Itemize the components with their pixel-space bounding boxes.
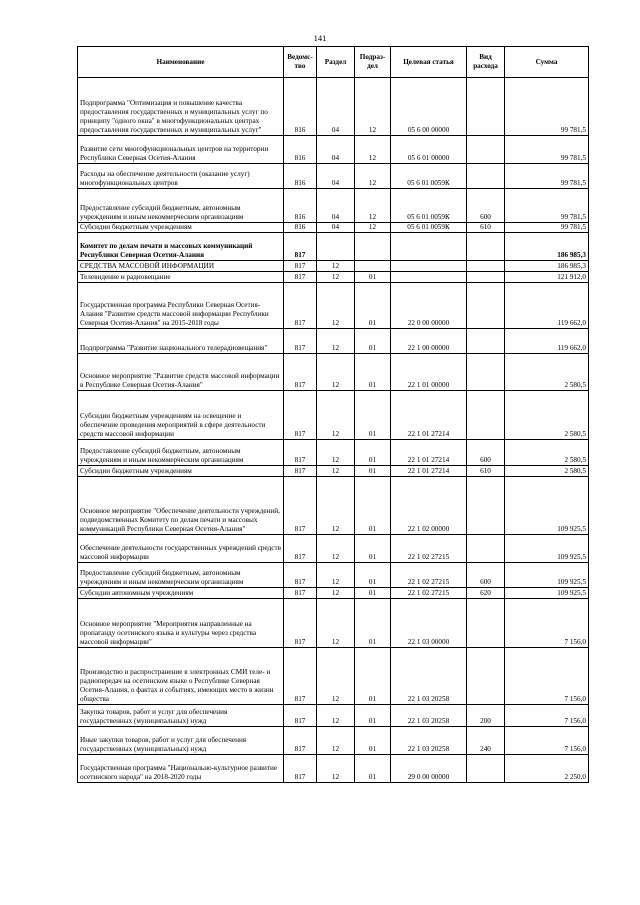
cell-name: Субсидии бюджетным учреждениям bbox=[78, 223, 284, 233]
cell-sum: 119 662,0 bbox=[505, 282, 589, 328]
cell-dept: 816 bbox=[284, 136, 317, 164]
budget-table bbox=[77, 46, 589, 783]
cell-section: 12 bbox=[317, 647, 355, 704]
cell-name: Обеспечение деятельности государственных учреждений средств массовой информации bbox=[78, 534, 284, 562]
cell-subsection: 12 bbox=[355, 223, 391, 233]
cell-sum: 99 781,5 bbox=[505, 136, 589, 164]
table-row bbox=[78, 439, 589, 465]
header-subsection: Подраз-дел bbox=[355, 47, 391, 78]
cell-target: 22 1 01 27214 bbox=[391, 390, 467, 439]
cell-section: 12 bbox=[317, 271, 355, 282]
table-row bbox=[78, 189, 589, 223]
cell-expense-type: 240 bbox=[467, 726, 505, 754]
cell-sum: 109 925,5 bbox=[505, 562, 589, 587]
cell-sum: 99 781,5 bbox=[505, 164, 589, 189]
header-section: Раздел bbox=[317, 47, 355, 78]
cell-name: Комитет по делам печати и массовых коммуникаций Республики Северная Осетия-Алания bbox=[78, 232, 284, 260]
table-row bbox=[78, 754, 589, 782]
cell-target bbox=[391, 260, 467, 271]
cell-expense-type: 610 bbox=[467, 223, 505, 233]
cell-sum: 99 781,5 bbox=[505, 223, 589, 233]
cell-name: Подпрограмма "Оптимизация и повышение качества предоставления государственных и муниципальных услуг по принципу "одного окна" в многофункциональных центрах предоставления государственных и муниципальных услуг" bbox=[78, 78, 284, 136]
cell-sum: 109 925,5 bbox=[505, 534, 589, 562]
cell-sum: 186 985,3 bbox=[505, 260, 589, 271]
cell-sum: 2 580,5 bbox=[505, 465, 589, 476]
cell-section: 04 bbox=[317, 189, 355, 223]
table-row bbox=[78, 704, 589, 726]
cell-dept: 817 bbox=[284, 726, 317, 754]
cell-dept: 817 bbox=[284, 439, 317, 465]
cell-target: 22 1 02 00000 bbox=[391, 476, 467, 534]
cell-target: 22 1 03 20258 bbox=[391, 704, 467, 726]
cell-target: 22 0 00 00000 bbox=[391, 282, 467, 328]
cell-expense-type bbox=[467, 353, 505, 390]
table-row bbox=[78, 164, 589, 189]
table-row bbox=[78, 136, 589, 164]
cell-expense-type bbox=[467, 136, 505, 164]
cell-dept: 817 bbox=[284, 587, 317, 598]
cell-sum: 2 250,0 bbox=[505, 754, 589, 782]
cell-sum: 99 781,5 bbox=[505, 189, 589, 223]
cell-expense-type: 620 bbox=[467, 587, 505, 598]
cell-sum: 99 781,5 bbox=[505, 78, 589, 136]
cell-name: Закупка товаров, работ и услуг для обеспечения государственных (муниципальных) нужд bbox=[78, 704, 284, 726]
table-row bbox=[78, 465, 589, 476]
cell-subsection: 01 bbox=[355, 353, 391, 390]
cell-expense-type: 600 bbox=[467, 189, 505, 223]
cell-target: 05 6 01 0059К bbox=[391, 223, 467, 233]
cell-dept: 817 bbox=[284, 754, 317, 782]
table-row bbox=[78, 534, 589, 562]
cell-name: Основное мероприятие "Развитие средств массовой информации в Республике Северная Осетия-Алания" bbox=[78, 353, 284, 390]
cell-target: 22 1 03 20258 bbox=[391, 647, 467, 704]
cell-dept: 817 bbox=[284, 704, 317, 726]
table-row bbox=[78, 271, 589, 282]
table-row bbox=[78, 390, 589, 439]
cell-name: Производство и распространение в электронных СМИ теле- и радиопередач на осетинском языке о Республике Северная Осетия-Алания, о фактах и событиях, имеющих место в жизни общества bbox=[78, 647, 284, 704]
cell-expense-type bbox=[467, 598, 505, 647]
cell-section: 12 bbox=[317, 562, 355, 587]
cell-dept: 817 bbox=[284, 476, 317, 534]
cell-sum: 109 925,5 bbox=[505, 476, 589, 534]
table-row bbox=[78, 647, 589, 704]
cell-dept: 816 bbox=[284, 164, 317, 189]
cell-expense-type bbox=[467, 647, 505, 704]
cell-subsection: 01 bbox=[355, 598, 391, 647]
table-row bbox=[78, 223, 589, 233]
cell-sum: 2 580,5 bbox=[505, 439, 589, 465]
cell-name: Государственная программа "Национально-культурное развитие осетинского народа" на 2018-2020 годы bbox=[78, 754, 284, 782]
cell-target: 29 0 00 00000 bbox=[391, 754, 467, 782]
cell-sum: 7 156,0 bbox=[505, 647, 589, 704]
table-row bbox=[78, 598, 589, 647]
cell-subsection: 01 bbox=[355, 282, 391, 328]
cell-target bbox=[391, 232, 467, 260]
cell-section: 12 bbox=[317, 465, 355, 476]
cell-subsection: 01 bbox=[355, 754, 391, 782]
cell-section: 12 bbox=[317, 353, 355, 390]
table-row bbox=[78, 476, 589, 534]
cell-section: 12 bbox=[317, 726, 355, 754]
cell-target: 05 6 01 0059К bbox=[391, 164, 467, 189]
cell-expense-type: 200 bbox=[467, 704, 505, 726]
header-expense-type: Вид расхода bbox=[467, 47, 505, 78]
cell-target: 22 1 01 27214 bbox=[391, 439, 467, 465]
cell-subsection: 01 bbox=[355, 587, 391, 598]
cell-name: Основное мероприятие "Обеспечение деятельности учреждений, подведомственных Комитету по делам печати и массовых коммуникаций Республики Северная Осетия-Алания" bbox=[78, 476, 284, 534]
cell-subsection: 01 bbox=[355, 562, 391, 587]
cell-name: Телевидение и радиовещание bbox=[78, 271, 284, 282]
table-row bbox=[78, 726, 589, 754]
cell-subsection: 12 bbox=[355, 164, 391, 189]
cell-section: 12 bbox=[317, 754, 355, 782]
table-row bbox=[78, 562, 589, 587]
cell-expense-type bbox=[467, 390, 505, 439]
cell-dept: 816 bbox=[284, 78, 317, 136]
cell-section: 12 bbox=[317, 476, 355, 534]
cell-section: 12 bbox=[317, 439, 355, 465]
cell-expense-type: 610 bbox=[467, 465, 505, 476]
cell-target: 05 6 01 00000 bbox=[391, 136, 467, 164]
cell-subsection: 01 bbox=[355, 647, 391, 704]
cell-expense-type bbox=[467, 282, 505, 328]
cell-target: 22 1 01 00000 bbox=[391, 353, 467, 390]
cell-section: 12 bbox=[317, 534, 355, 562]
cell-target: 22 1 03 20258 bbox=[391, 726, 467, 754]
cell-target: 05 6 00 00000 bbox=[391, 78, 467, 136]
cell-dept: 817 bbox=[284, 260, 317, 271]
cell-expense-type bbox=[467, 476, 505, 534]
cell-section: 12 bbox=[317, 260, 355, 271]
cell-target: 05 6 01 0059К bbox=[391, 189, 467, 223]
cell-name: Предоставление субсидий бюджетным, автономным учреждениям и иным некоммерческим организациям bbox=[78, 562, 284, 587]
cell-dept: 817 bbox=[284, 353, 317, 390]
cell-sum: 121 912,0 bbox=[505, 271, 589, 282]
cell-subsection: 01 bbox=[355, 726, 391, 754]
cell-subsection: 01 bbox=[355, 704, 391, 726]
cell-name: Иные закупки товаров, работ и услуг для обеспечения государственных (муниципальных) нужд bbox=[78, 726, 284, 754]
table-row bbox=[78, 587, 589, 598]
cell-name: Предоставление субсидий бюджетным, автономным учреждениям и иным некоммерческим организациям bbox=[78, 189, 284, 223]
cell-sum: 186 985,3 bbox=[505, 232, 589, 260]
cell-dept: 817 bbox=[284, 232, 317, 260]
cell-expense-type: 600 bbox=[467, 562, 505, 587]
cell-sum: 2 580,5 bbox=[505, 353, 589, 390]
cell-dept: 816 bbox=[284, 223, 317, 233]
cell-sum: 2 580,5 bbox=[505, 390, 589, 439]
cell-sum: 7 156,0 bbox=[505, 704, 589, 726]
cell-expense-type bbox=[467, 78, 505, 136]
cell-sum: 7 156,0 bbox=[505, 726, 589, 754]
cell-dept: 817 bbox=[284, 598, 317, 647]
cell-expense-type bbox=[467, 754, 505, 782]
cell-dept: 817 bbox=[284, 328, 317, 353]
table-row bbox=[78, 232, 589, 260]
cell-name: Субсидии бюджетным учреждениям на освещение и обеспечение проведения мероприятий в сфере деятельности средств массовой информации bbox=[78, 390, 284, 439]
cell-dept: 817 bbox=[284, 647, 317, 704]
cell-sum: 109 925,5 bbox=[505, 587, 589, 598]
cell-dept: 816 bbox=[284, 189, 317, 223]
cell-subsection: 01 bbox=[355, 390, 391, 439]
header-sum: Сумма bbox=[505, 47, 589, 78]
cell-section: 04 bbox=[317, 78, 355, 136]
cell-section: 12 bbox=[317, 328, 355, 353]
cell-subsection: 01 bbox=[355, 465, 391, 476]
cell-target: 22 1 01 27214 bbox=[391, 465, 467, 476]
cell-name: Субсидии автономным учреждениям bbox=[78, 587, 284, 598]
cell-subsection: 01 bbox=[355, 534, 391, 562]
cell-section: 12 bbox=[317, 282, 355, 328]
cell-section: 04 bbox=[317, 136, 355, 164]
cell-target: 22 1 02 27215 bbox=[391, 534, 467, 562]
cell-dept: 817 bbox=[284, 465, 317, 476]
table-row bbox=[78, 282, 589, 328]
cell-subsection: 01 bbox=[355, 476, 391, 534]
cell-subsection bbox=[355, 260, 391, 271]
cell-subsection: 12 bbox=[355, 189, 391, 223]
cell-expense-type bbox=[467, 164, 505, 189]
cell-target bbox=[391, 271, 467, 282]
cell-section: 12 bbox=[317, 587, 355, 598]
header-target: Целевая статья bbox=[391, 47, 467, 78]
header-dept: Ведомс-тво bbox=[284, 47, 317, 78]
cell-dept: 817 bbox=[284, 562, 317, 587]
cell-section: 12 bbox=[317, 390, 355, 439]
cell-name: Расходы на обеспечение деятельности (оказание услуг) многофункциональных центров bbox=[78, 164, 284, 189]
cell-expense-type bbox=[467, 232, 505, 260]
cell-subsection bbox=[355, 232, 391, 260]
page-number: 141 bbox=[313, 33, 327, 43]
cell-expense-type bbox=[467, 328, 505, 353]
cell-section: 04 bbox=[317, 164, 355, 189]
table-row bbox=[78, 260, 589, 271]
cell-expense-type: 600 bbox=[467, 439, 505, 465]
cell-name: Субсидии бюджетным учреждениям bbox=[78, 465, 284, 476]
cell-name: Развитие сети многофункциональных центров на территории Республики Северная Осетия-Алания bbox=[78, 136, 284, 164]
header-name: Наименование bbox=[78, 47, 284, 78]
cell-dept: 817 bbox=[284, 282, 317, 328]
cell-section: 12 bbox=[317, 598, 355, 647]
cell-dept: 817 bbox=[284, 390, 317, 439]
cell-name: Основное мероприятие "Мероприятия направленные на пропаганду осетинского языка и культуры через средства массовой информации" bbox=[78, 598, 284, 647]
cell-subsection: 12 bbox=[355, 136, 391, 164]
cell-subsection: 01 bbox=[355, 328, 391, 353]
cell-expense-type bbox=[467, 534, 505, 562]
cell-name: Предоставление субсидий бюджетным, автономным учреждениям и иным некоммерческим организациям bbox=[78, 439, 284, 465]
cell-name: Подпрограмма "Развитие национального телерадиовещания" bbox=[78, 328, 284, 353]
cell-target: 22 1 00 00000 bbox=[391, 328, 467, 353]
cell-dept: 817 bbox=[284, 271, 317, 282]
cell-subsection: 12 bbox=[355, 78, 391, 136]
cell-subsection: 01 bbox=[355, 271, 391, 282]
table-row bbox=[78, 78, 589, 136]
table-row bbox=[78, 353, 589, 390]
table-row bbox=[78, 328, 589, 353]
cell-section: 12 bbox=[317, 704, 355, 726]
cell-subsection: 01 bbox=[355, 439, 391, 465]
cell-expense-type bbox=[467, 271, 505, 282]
cell-expense-type bbox=[467, 260, 505, 271]
table-header-row bbox=[78, 47, 589, 78]
cell-target: 22 1 03 00000 bbox=[391, 598, 467, 647]
cell-target: 22 1 02 27215 bbox=[391, 587, 467, 598]
cell-target: 22 1 02 27215 bbox=[391, 562, 467, 587]
cell-section: 04 bbox=[317, 223, 355, 233]
cell-name: СРЕДСТВА МАССОВОЙ ИНФОРМАЦИИ bbox=[78, 260, 284, 271]
cell-section bbox=[317, 232, 355, 260]
cell-name: Государственная программа Республики Северная Осетия-Алания "Развитие средств массовой информации Республики Северная Осетия-Алания" на 2015-2018 годы bbox=[78, 282, 284, 328]
cell-dept: 817 bbox=[284, 534, 317, 562]
cell-sum: 119 662,0 bbox=[505, 328, 589, 353]
cell-sum: 7 156,0 bbox=[505, 598, 589, 647]
